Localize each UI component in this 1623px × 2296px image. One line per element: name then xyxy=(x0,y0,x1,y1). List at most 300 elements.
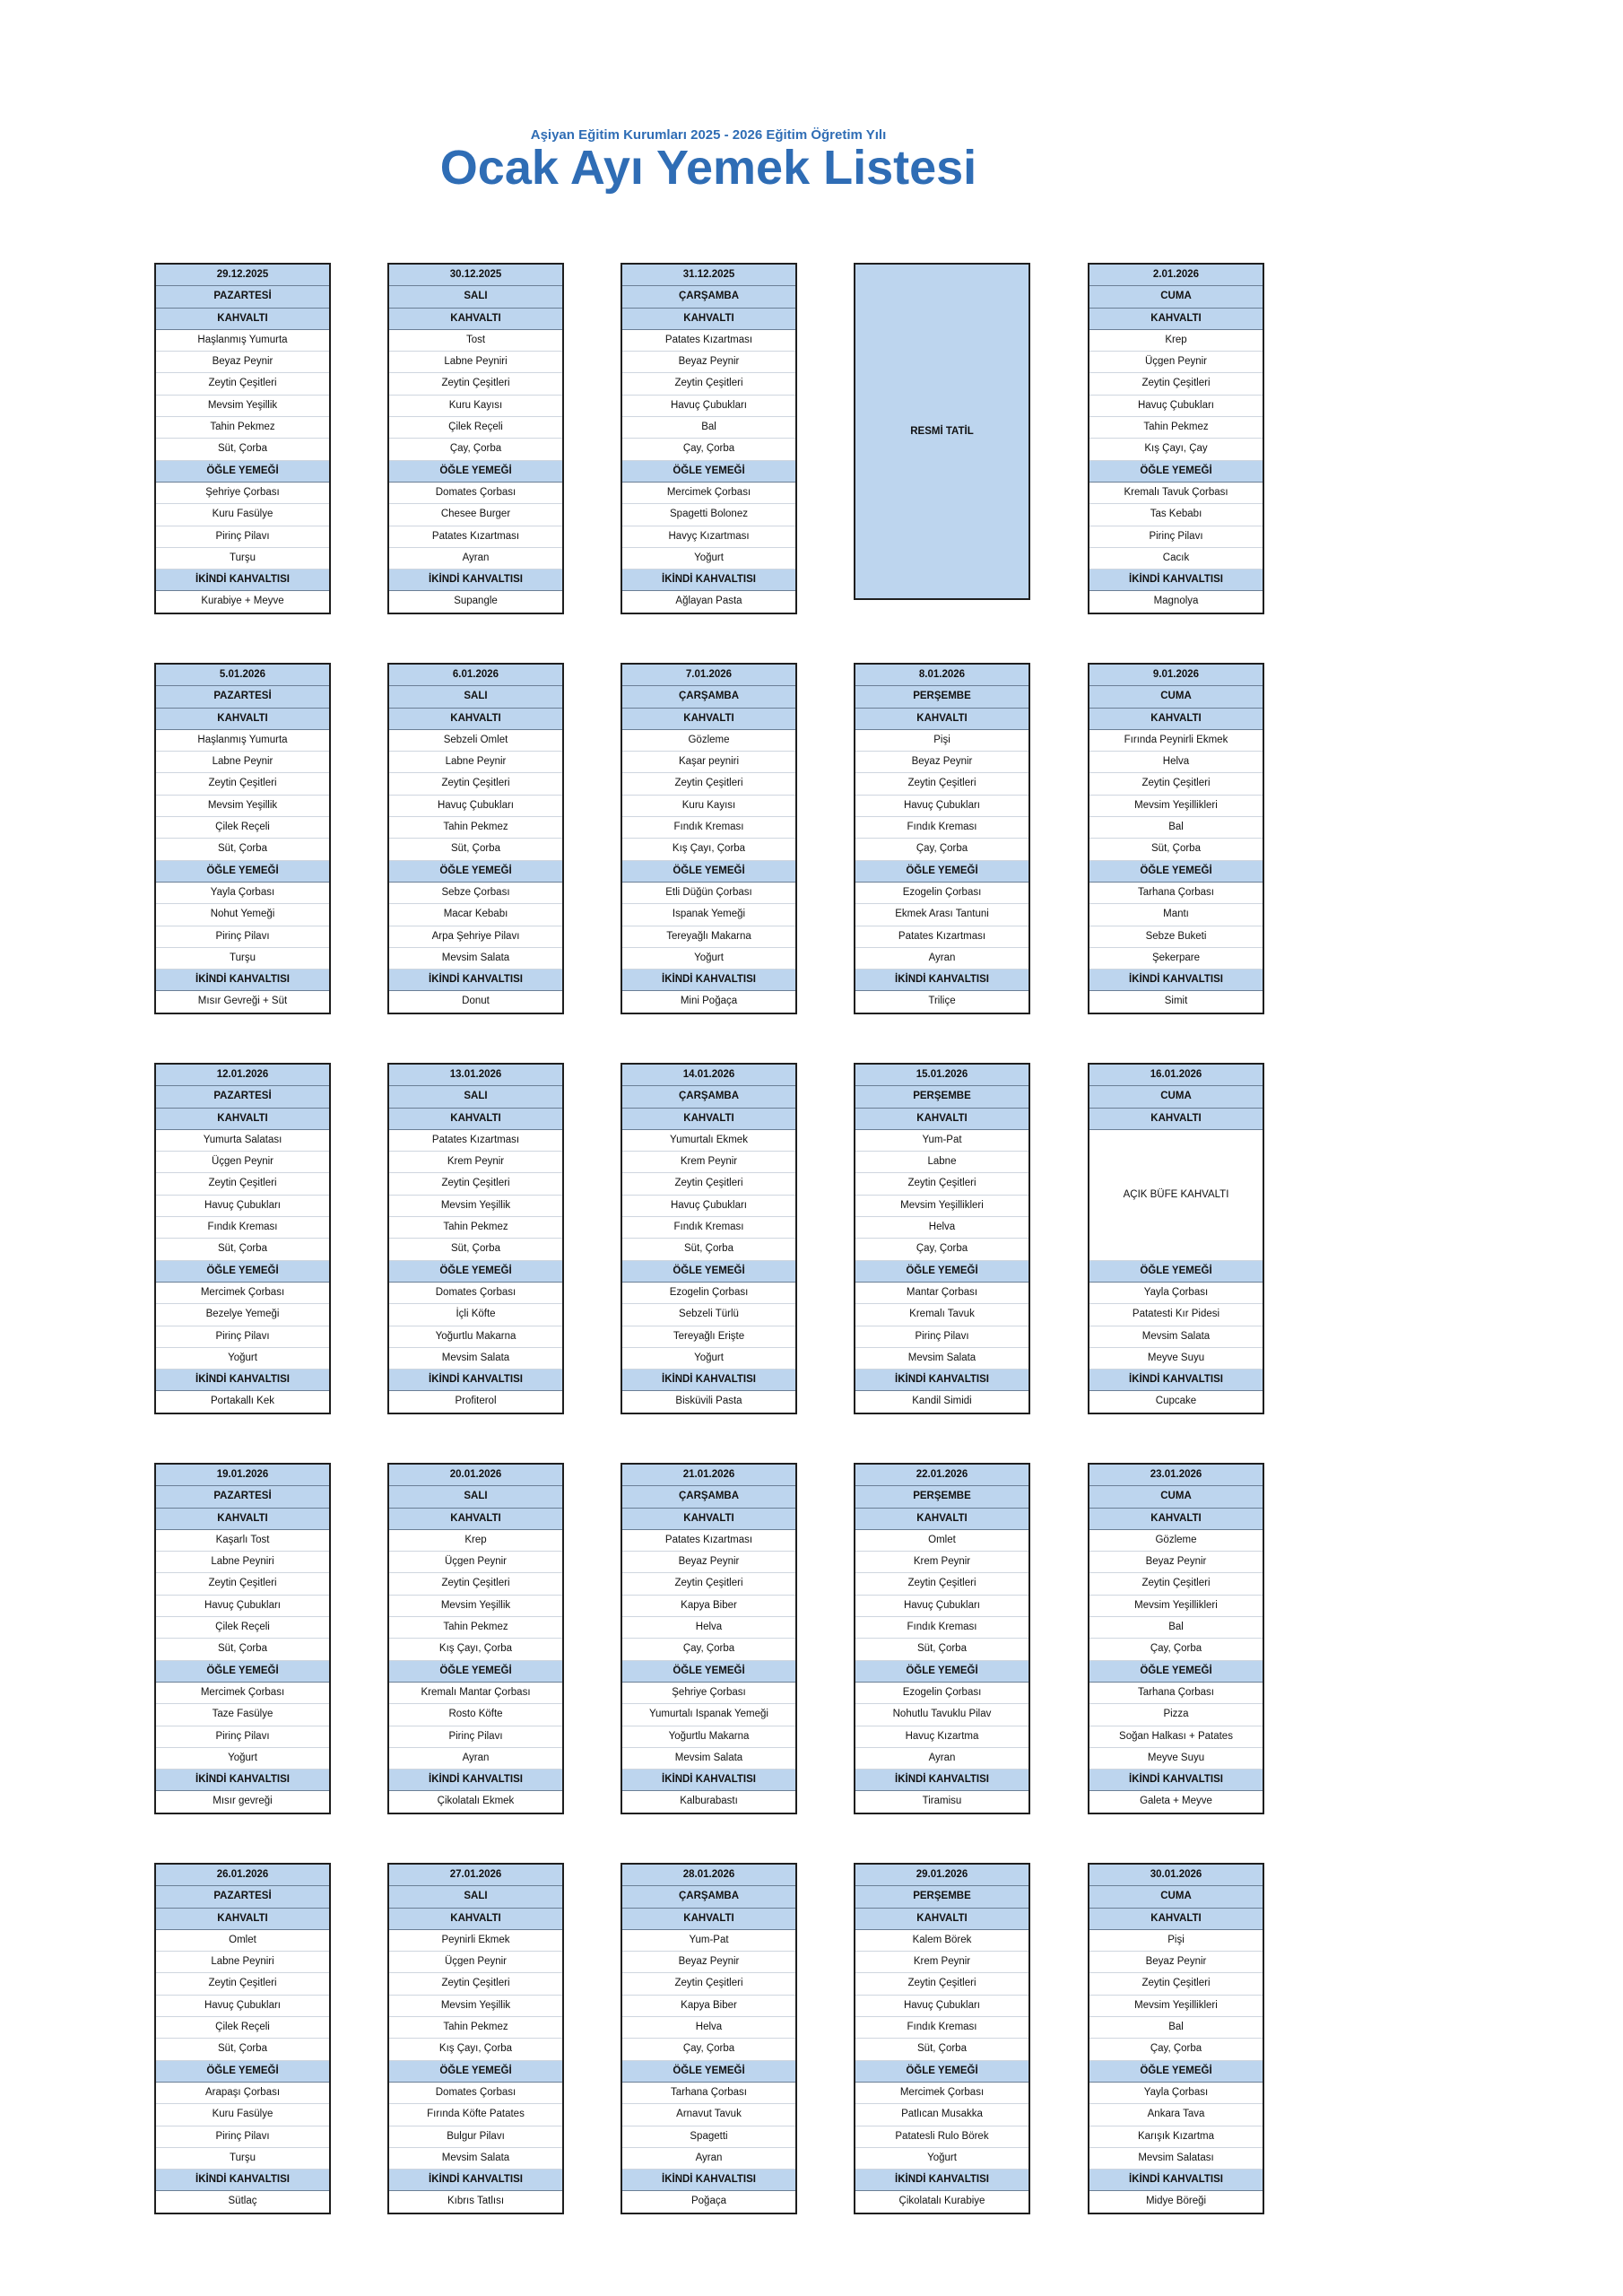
lunch-item: Mercimek Çorbası xyxy=(855,2083,1028,2104)
snack-header: İKİNDİ KAHVALTISI xyxy=(156,1370,329,1391)
weekday-header: PERŞEMBE xyxy=(855,1086,1028,1108)
lunch-header: ÖĞLE YEMEĞİ xyxy=(389,1661,562,1683)
day-menu-table xyxy=(154,1063,331,1414)
breakfast-item: Labne Peyniri xyxy=(156,1552,329,1573)
date-header: 9.01.2026 xyxy=(1089,665,1263,686)
breakfast-item: Havuç Çubukları xyxy=(156,1996,329,2017)
lunch-header: ÖĞLE YEMEĞİ xyxy=(622,2061,795,2083)
weekday-header: PAZARTESİ xyxy=(156,1886,329,1908)
lunch-item: Pirinç Pilavı xyxy=(156,926,329,948)
breakfast-header: KAHVALTI xyxy=(622,1109,795,1130)
breakfast-header: KAHVALTI xyxy=(1089,309,1263,330)
breakfast-item: Zeytin Çeşitleri xyxy=(855,1973,1028,1995)
lunch-item: Mevsim Salata xyxy=(389,2148,562,2170)
snack-item: Triliçe xyxy=(928,996,956,1007)
weekday-header: ÇARŞAMBA xyxy=(622,286,795,308)
breakfast-item: Süt, Çorba xyxy=(156,1239,329,1260)
breakfast-item: Çay, Çorba xyxy=(855,839,1028,860)
lunch-item: Tereyağlı Erişte xyxy=(622,1326,795,1348)
breakfast-item: Zeytin Çeşitleri xyxy=(1089,773,1263,795)
lunch-item: Pizza xyxy=(1089,1704,1263,1726)
breakfast-item: Havuç Çubukları xyxy=(156,1596,329,1617)
weekday-header: SALI xyxy=(389,1886,562,1908)
breakfast-item: Mevsim Yeşillikleri xyxy=(1089,1996,1263,2017)
lunch-item: Mantı xyxy=(1089,904,1263,926)
breakfast-item: Pişi xyxy=(855,730,1028,752)
breakfast-item: Fındık Kreması xyxy=(156,1217,329,1239)
lunch-item: Pirinç Pilavı xyxy=(389,1726,562,1748)
breakfast-item: Üçgen Peynir xyxy=(1089,352,1263,373)
lunch-item: Ayran xyxy=(389,548,562,570)
lunch-item: Yayla Çorbası xyxy=(156,883,329,904)
breakfast-item: Tahin Pekmez xyxy=(1089,417,1263,439)
lunch-item: Kuru Fasülye xyxy=(156,2104,329,2126)
lunch-header: ÖĞLE YEMEĞİ xyxy=(389,461,562,483)
breakfast-item: Yum-Pat xyxy=(622,1930,795,1952)
lunch-item: Havyç Kızartması xyxy=(622,526,795,548)
weekday-header: PAZARTESİ xyxy=(156,686,329,708)
breakfast-item: Zeytin Çeşitleri xyxy=(389,1573,562,1595)
breakfast-item: Mevsim Yeşillikleri xyxy=(855,1196,1028,1217)
lunch-item: Fırında Köfte Patates xyxy=(389,2104,562,2126)
breakfast-item: Çilek Reçeli xyxy=(389,417,562,439)
breakfast-item: Kış Çayı, Çay xyxy=(1089,439,1263,460)
weekday-header: CUMA xyxy=(1089,286,1263,308)
breakfast-header: KAHVALTI xyxy=(156,1909,329,1930)
day-menu-table xyxy=(854,1463,1030,1814)
date-header: 5.01.2026 xyxy=(156,665,329,686)
breakfast-item: Beyaz Peynir xyxy=(622,1552,795,1573)
lunch-item: Domates Çorbası xyxy=(389,2083,562,2104)
breakfast-item: Zeytin Çeşitleri xyxy=(855,1573,1028,1595)
breakfast-item: Patates Kızartması xyxy=(622,330,795,352)
day-menu-table xyxy=(854,1863,1030,2214)
breakfast-header: KAHVALTI xyxy=(622,1909,795,1930)
weekday-header: CUMA xyxy=(1089,686,1263,708)
breakfast-item: Omlet xyxy=(855,1530,1028,1552)
lunch-item: Yumurtalı Ispanak Yemeği xyxy=(622,1704,795,1726)
breakfast-item: Beyaz Peynir xyxy=(156,352,329,373)
snack-item: Tiramisu xyxy=(922,1796,962,1807)
breakfast-item: Mevsim Yeşillikleri xyxy=(1089,1596,1263,1617)
lunch-item: Soğan Halkası + Patates xyxy=(1089,1726,1263,1748)
breakfast-item: Çay, Çorba xyxy=(622,2039,795,2060)
breakfast-item: Tahin Pekmez xyxy=(389,1617,562,1639)
breakfast-header: KAHVALTI xyxy=(1089,1109,1263,1130)
lunch-header: ÖĞLE YEMEĞİ xyxy=(1089,461,1263,483)
date-header: 23.01.2026 xyxy=(1089,1465,1263,1486)
lunch-header: ÖĞLE YEMEĞİ xyxy=(156,861,329,883)
breakfast-item: Tahin Pekmez xyxy=(389,817,562,839)
lunch-item: Yoğurt xyxy=(855,2148,1028,2170)
lunch-item: Patates Kızartması xyxy=(389,526,562,548)
breakfast-item: Zeytin Çeşitleri xyxy=(389,1973,562,1995)
breakfast-item: Tost xyxy=(389,330,562,352)
day-menu-table xyxy=(387,663,564,1014)
date-header: 15.01.2026 xyxy=(855,1065,1028,1086)
lunch-item: Etli Düğün Çorbası xyxy=(622,883,795,904)
breakfast-item: Fındık Kreması xyxy=(622,817,795,839)
breakfast-item: Helva xyxy=(855,1217,1028,1239)
day-menu-table xyxy=(154,1463,331,1814)
date-header: 20.01.2026 xyxy=(389,1465,562,1486)
weekday-header: SALI xyxy=(389,1086,562,1108)
date-header: 7.01.2026 xyxy=(622,665,795,686)
lunch-item: Mevsim Salata xyxy=(389,948,562,970)
lunch-item: Ayran xyxy=(389,1748,562,1770)
date-header: 21.01.2026 xyxy=(622,1465,795,1486)
date-header: 14.01.2026 xyxy=(622,1065,795,1086)
breakfast-item: Zeytin Çeşitleri xyxy=(156,373,329,395)
week-row xyxy=(154,263,1264,663)
breakfast-header: KAHVALTI xyxy=(622,1509,795,1530)
breakfast-item: Zeytin Çeşitleri xyxy=(1089,1573,1263,1595)
snack-header: İKİNDİ KAHVALTISI xyxy=(1089,970,1263,991)
lunch-item: Ayran xyxy=(622,2148,795,2170)
breakfast-merged-item: AÇIK BÜFE KAHVALTI xyxy=(1089,1130,1263,1261)
lunch-item: Arapaşı Çorbası xyxy=(156,2083,329,2104)
weekday-header: ÇARŞAMBA xyxy=(622,1886,795,1908)
breakfast-header: KAHVALTI xyxy=(156,1109,329,1130)
breakfast-item: Kapya Biber xyxy=(622,1596,795,1617)
lunch-item: Şehriye Çorbası xyxy=(622,1683,795,1704)
snack-header: İKİNDİ KAHVALTISI xyxy=(389,570,562,591)
lunch-item: Rosto Köfte xyxy=(389,1704,562,1726)
lunch-item: Arpa Şehriye Pilavı xyxy=(389,926,562,948)
snack-header: İKİNDİ KAHVALTISI xyxy=(622,1370,795,1391)
snack-item: Simit xyxy=(1164,996,1188,1007)
breakfast-item: Gözleme xyxy=(622,730,795,752)
breakfast-header: KAHVALTI xyxy=(1089,1909,1263,1930)
breakfast-item: Gözleme xyxy=(1089,1530,1263,1552)
lunch-item: Mercimek Çorbası xyxy=(156,1283,329,1304)
date-header: 12.01.2026 xyxy=(156,1065,329,1086)
breakfast-item: Zeytin Çeşitleri xyxy=(389,373,562,395)
breakfast-item: Mevsim Yeşillik xyxy=(389,1996,562,2017)
lunch-item: Yoğurt xyxy=(156,1748,329,1770)
snack-header: İKİNDİ KAHVALTISI xyxy=(622,570,795,591)
breakfast-item: Haşlanmış Yumurta xyxy=(156,330,329,352)
date-header: 13.01.2026 xyxy=(389,1065,562,1086)
date-header: 26.01.2026 xyxy=(156,1865,329,1886)
breakfast-item: Çilek Reçeli xyxy=(156,1617,329,1639)
breakfast-item: Üçgen Peynir xyxy=(389,1952,562,1973)
holiday-label: RESMİ TATİL xyxy=(855,265,1028,598)
lunch-item: Ekmek Arası Tantuni xyxy=(855,904,1028,926)
lunch-item: Patatesti Kır Pidesi xyxy=(1089,1304,1263,1326)
breakfast-item: Zeytin Çeşitleri xyxy=(622,1973,795,1995)
breakfast-item: Süt, Çorba xyxy=(855,1639,1028,1660)
day-menu-table xyxy=(387,1463,564,1814)
lunch-item: Domates Çorbası xyxy=(389,1283,562,1304)
day-menu-table xyxy=(154,263,331,614)
breakfast-item: Zeytin Çeşitleri xyxy=(389,773,562,795)
breakfast-item: Çay, Çorba xyxy=(1089,2039,1263,2060)
breakfast-item: Sebzeli Omlet xyxy=(389,730,562,752)
date-header: 16.01.2026 xyxy=(1089,1065,1263,1086)
day-menu-table xyxy=(854,1063,1030,1414)
breakfast-item: Zeytin Çeşitleri xyxy=(855,1173,1028,1195)
breakfast-item: Süt, Çorba xyxy=(389,1239,562,1260)
snack-header: İKİNDİ KAHVALTISI xyxy=(622,970,795,991)
breakfast-item: Bal xyxy=(1089,817,1263,839)
breakfast-item: Pişi xyxy=(1089,1930,1263,1952)
lunch-item: Sebze Çorbası xyxy=(389,883,562,904)
breakfast-item: Süt, Çorba xyxy=(389,839,562,860)
date-header: 6.01.2026 xyxy=(389,665,562,686)
snack-item: Midye Böreği xyxy=(1145,2196,1207,2207)
snack-item: Sütlaç xyxy=(228,2196,257,2207)
breakfast-item: Zeytin Çeşitleri xyxy=(622,1573,795,1595)
breakfast-item: Mevsim Yeşillik xyxy=(156,396,329,417)
snack-item: Kurabiye + Meyve xyxy=(201,596,284,607)
breakfast-item: Çay, Çorba xyxy=(622,439,795,460)
breakfast-item: Havuç Çubukları xyxy=(389,796,562,817)
breakfast-item: Tahin Pekmez xyxy=(389,2017,562,2039)
snack-header: İKİNDİ KAHVALTISI xyxy=(389,2170,562,2191)
breakfast-item: Çay, Çorba xyxy=(622,1639,795,1660)
date-header: 22.01.2026 xyxy=(855,1465,1028,1486)
breakfast-item: Labne Peyniri xyxy=(156,1952,329,1973)
weekday-header: PAZARTESİ xyxy=(156,1486,329,1508)
breakfast-item: Omlet xyxy=(156,1930,329,1952)
lunch-item: Nohutlu Tavuklu Pilav xyxy=(855,1704,1028,1726)
lunch-item: Nohut Yemeği xyxy=(156,904,329,926)
lunch-item: Ayran xyxy=(855,1748,1028,1770)
lunch-item: Spagetti xyxy=(622,2126,795,2148)
lunch-item: Mercimek Çorbası xyxy=(622,483,795,504)
snack-item: Ağlayan Pasta xyxy=(675,596,742,607)
lunch-item: Sebze Buketi xyxy=(1089,926,1263,948)
lunch-item: Kremalı Mantar Çorbası xyxy=(389,1683,562,1704)
breakfast-item: Krep xyxy=(1089,330,1263,352)
snack-item: Donut xyxy=(462,996,490,1007)
snack-header: İKİNDİ KAHVALTISI xyxy=(389,1770,562,1791)
lunch-item: Pirinç Pilavı xyxy=(156,2126,329,2148)
breakfast-item: Havuç Çubukları xyxy=(855,1596,1028,1617)
weekday-header: ÇARŞAMBA xyxy=(622,686,795,708)
breakfast-item: Haşlanmış Yumurta xyxy=(156,730,329,752)
weekday-header: CUMA xyxy=(1089,1886,1263,1908)
breakfast-item: Zeytin Çeşitleri xyxy=(389,1173,562,1195)
breakfast-item: Kış Çayı, Çorba xyxy=(389,1639,562,1660)
breakfast-item: Bal xyxy=(1089,1617,1263,1639)
lunch-item: Turşu xyxy=(156,548,329,570)
lunch-item: Yoğurt xyxy=(156,1348,329,1370)
lunch-header: ÖĞLE YEMEĞİ xyxy=(389,861,562,883)
snack-header: İKİNDİ KAHVALTISI xyxy=(1089,570,1263,591)
breakfast-item: Krep xyxy=(389,1530,562,1552)
lunch-item: Ezogelin Çorbası xyxy=(855,1683,1028,1704)
lunch-header: ÖĞLE YEMEĞİ xyxy=(156,1661,329,1683)
breakfast-item: Havuç Çubukları xyxy=(156,1196,329,1217)
snack-header: İKİNDİ KAHVALTISI xyxy=(1089,2170,1263,2191)
lunch-item: Cacık xyxy=(1089,548,1263,570)
weekday-header: PERŞEMBE xyxy=(855,1886,1028,1908)
breakfast-item: Bal xyxy=(622,417,795,439)
breakfast-item: Helva xyxy=(622,2017,795,2039)
breakfast-item: Kuru Kayısı xyxy=(622,796,795,817)
breakfast-item: Zeytin Çeşitleri xyxy=(156,773,329,795)
breakfast-item: Üçgen Peynir xyxy=(389,1552,562,1573)
lunch-item: Yoğurt xyxy=(622,948,795,970)
breakfast-header: KAHVALTI xyxy=(855,1909,1028,1930)
lunch-item: Pirinç Pilavı xyxy=(1089,526,1263,548)
snack-item: Mini Poğaça xyxy=(680,996,738,1007)
breakfast-item: Zeytin Çeşitleri xyxy=(855,773,1028,795)
date-header: 2.01.2026 xyxy=(1089,265,1263,286)
breakfast-item: Krem Peynir xyxy=(855,1552,1028,1573)
day-menu-table xyxy=(854,663,1030,1014)
lunch-item: Tereyağlı Makarna xyxy=(622,926,795,948)
breakfast-item: Havuç Çubukları xyxy=(622,396,795,417)
breakfast-header: KAHVALTI xyxy=(389,309,562,330)
lunch-item: Bulgur Pilavı xyxy=(389,2126,562,2148)
breakfast-item: Havuç Çubukları xyxy=(855,796,1028,817)
week-row xyxy=(154,1463,1264,1863)
breakfast-item: Havuç Çubukları xyxy=(1089,396,1263,417)
lunch-item: Yoğurt xyxy=(622,548,795,570)
snack-header: İKİNDİ KAHVALTISI xyxy=(389,1370,562,1391)
snack-header: İKİNDİ KAHVALTISI xyxy=(855,970,1028,991)
lunch-item: Patlıcan Musakka xyxy=(855,2104,1028,2126)
lunch-item: Yayla Çorbası xyxy=(1089,1283,1263,1304)
breakfast-header: KAHVALTI xyxy=(156,1509,329,1530)
breakfast-header: KAHVALTI xyxy=(855,709,1028,730)
breakfast-item: Kaşarlı Tost xyxy=(156,1530,329,1552)
breakfast-item: Süt, Çorba xyxy=(855,2039,1028,2060)
lunch-item: Patates Kızartması xyxy=(855,926,1028,948)
breakfast-item: Kaşar peyniri xyxy=(622,752,795,773)
lunch-header: ÖĞLE YEMEĞİ xyxy=(1089,861,1263,883)
date-header: 29.01.2026 xyxy=(855,1865,1028,1886)
day-menu-table xyxy=(621,263,797,614)
lunch-item: Domates Çorbası xyxy=(389,483,562,504)
snack-item: Profiterol xyxy=(455,1396,497,1407)
lunch-item: Turşu xyxy=(156,2148,329,2170)
snack-item: Magnolya xyxy=(1153,596,1199,607)
lunch-header: ÖĞLE YEMEĞİ xyxy=(622,1661,795,1683)
breakfast-item: Zeytin Çeşitleri xyxy=(1089,1973,1263,1995)
breakfast-header: KAHVALTI xyxy=(855,1509,1028,1530)
breakfast-item: Mevsim Yeşillikleri xyxy=(1089,796,1263,817)
lunch-item: Yoğurtlu Makarna xyxy=(622,1726,795,1748)
breakfast-item: Tahin Pekmez xyxy=(156,417,329,439)
lunch-item: Ezogelin Çorbası xyxy=(622,1283,795,1304)
day-menu-table xyxy=(1088,1463,1264,1814)
breakfast-header: KAHVALTI xyxy=(1089,1509,1263,1530)
day-menu-table xyxy=(1088,1063,1264,1414)
breakfast-item: Zeytin Çeşitleri xyxy=(1089,373,1263,395)
lunch-item: Meyve Suyu xyxy=(1089,1348,1263,1370)
breakfast-item: Labne Peyniri xyxy=(389,352,562,373)
date-header: 30.01.2026 xyxy=(1089,1865,1263,1886)
breakfast-item: Zeytin Çeşitleri xyxy=(156,1573,329,1595)
lunch-header: ÖĞLE YEMEĞİ xyxy=(389,2061,562,2083)
lunch-item: Pirinç Pilavı xyxy=(156,526,329,548)
weekday-header: CUMA xyxy=(1089,1086,1263,1108)
breakfast-item: Çilek Reçeli xyxy=(156,2017,329,2039)
day-menu-table xyxy=(854,263,1030,600)
day-menu-table xyxy=(1088,263,1264,614)
breakfast-item: Peynirli Ekmek xyxy=(389,1930,562,1952)
lunch-item: Kremalı Tavuk xyxy=(855,1304,1028,1326)
menu-grid xyxy=(154,263,1264,2263)
lunch-item: Macar Kebabı xyxy=(389,904,562,926)
lunch-item: Meyve Suyu xyxy=(1089,1748,1263,1770)
lunch-item: Mevsim Salata xyxy=(855,1348,1028,1370)
lunch-item: Tarhana Çorbası xyxy=(1089,883,1263,904)
lunch-header: ÖĞLE YEMEĞİ xyxy=(855,861,1028,883)
lunch-item: Şehriye Çorbası xyxy=(156,483,329,504)
breakfast-header: KAHVALTI xyxy=(389,709,562,730)
breakfast-header: KAHVALTI xyxy=(389,1909,562,1930)
lunch-item: Mantar Çorbası xyxy=(855,1283,1028,1304)
breakfast-item: Çay, Çorba xyxy=(855,1239,1028,1260)
breakfast-item: Çay, Çorba xyxy=(1089,1639,1263,1660)
snack-item: Kandil Simidi xyxy=(912,1396,972,1407)
breakfast-header: KAHVALTI xyxy=(156,309,329,330)
snack-item: Mısır gevreği xyxy=(213,1796,273,1807)
breakfast-item: Beyaz Peynir xyxy=(622,1952,795,1973)
day-menu-table xyxy=(154,663,331,1014)
breakfast-item: Patates Kızartması xyxy=(622,1530,795,1552)
lunch-item: Ispanak Yemeği xyxy=(622,904,795,926)
lunch-item: Ayran xyxy=(855,948,1028,970)
lunch-item: Pirinç Pilavı xyxy=(855,1326,1028,1348)
date-header: 29.12.2025 xyxy=(156,265,329,286)
day-menu-table xyxy=(154,1863,331,2214)
date-header: 30.12.2025 xyxy=(389,265,562,286)
snack-item: Bisküvili Pasta xyxy=(675,1396,742,1407)
lunch-item: Taze Fasülye xyxy=(156,1704,329,1726)
snack-header: İKİNDİ KAHVALTISI xyxy=(622,1770,795,1791)
breakfast-item: Zeytin Çeşitleri xyxy=(622,773,795,795)
snack-header: İKİNDİ KAHVALTISI xyxy=(622,2170,795,2191)
breakfast-item: Bal xyxy=(1089,2017,1263,2039)
day-menu-table xyxy=(621,1863,797,2214)
snack-item: Mısır Gevreği + Süt xyxy=(197,996,288,1007)
breakfast-item: Havuç Çubukları xyxy=(855,1996,1028,2017)
lunch-header: ÖĞLE YEMEĞİ xyxy=(156,2061,329,2083)
breakfast-item: Labne Peynir xyxy=(156,752,329,773)
lunch-item: Kuru Fasülye xyxy=(156,504,329,526)
date-header: 27.01.2026 xyxy=(389,1865,562,1886)
day-menu-table xyxy=(387,263,564,614)
lunch-header: ÖĞLE YEMEĞİ xyxy=(855,1261,1028,1283)
breakfast-item: Kapya Biber xyxy=(622,1996,795,2017)
breakfast-item: Fındık Kreması xyxy=(855,817,1028,839)
lunch-header: ÖĞLE YEMEĞİ xyxy=(1089,1661,1263,1683)
breakfast-item: Yumurta Salatası xyxy=(156,1130,329,1152)
lunch-item: Yoğurtlu Makarna xyxy=(389,1326,562,1348)
date-header: 28.01.2026 xyxy=(622,1865,795,1886)
snack-header: İKİNDİ KAHVALTISI xyxy=(1089,1370,1263,1391)
snack-item: Kıbrıs Tatlısı xyxy=(447,2196,505,2207)
day-menu-table xyxy=(621,1063,797,1414)
breakfast-item: Labne xyxy=(855,1152,1028,1173)
snack-header: İKİNDİ KAHVALTISI xyxy=(389,970,562,991)
breakfast-item: Süt, Çorba xyxy=(156,439,329,460)
day-menu-table xyxy=(387,1063,564,1414)
lunch-item: Ezogelin Çorbası xyxy=(855,883,1028,904)
weekday-header: CUMA xyxy=(1089,1486,1263,1508)
lunch-item: Tas Kebabı xyxy=(1089,504,1263,526)
breakfast-item: Çay, Çorba xyxy=(389,439,562,460)
lunch-item: Ankara Tava xyxy=(1089,2104,1263,2126)
lunch-header: ÖĞLE YEMEĞİ xyxy=(622,861,795,883)
breakfast-item: Patates Kızartması xyxy=(389,1130,562,1152)
